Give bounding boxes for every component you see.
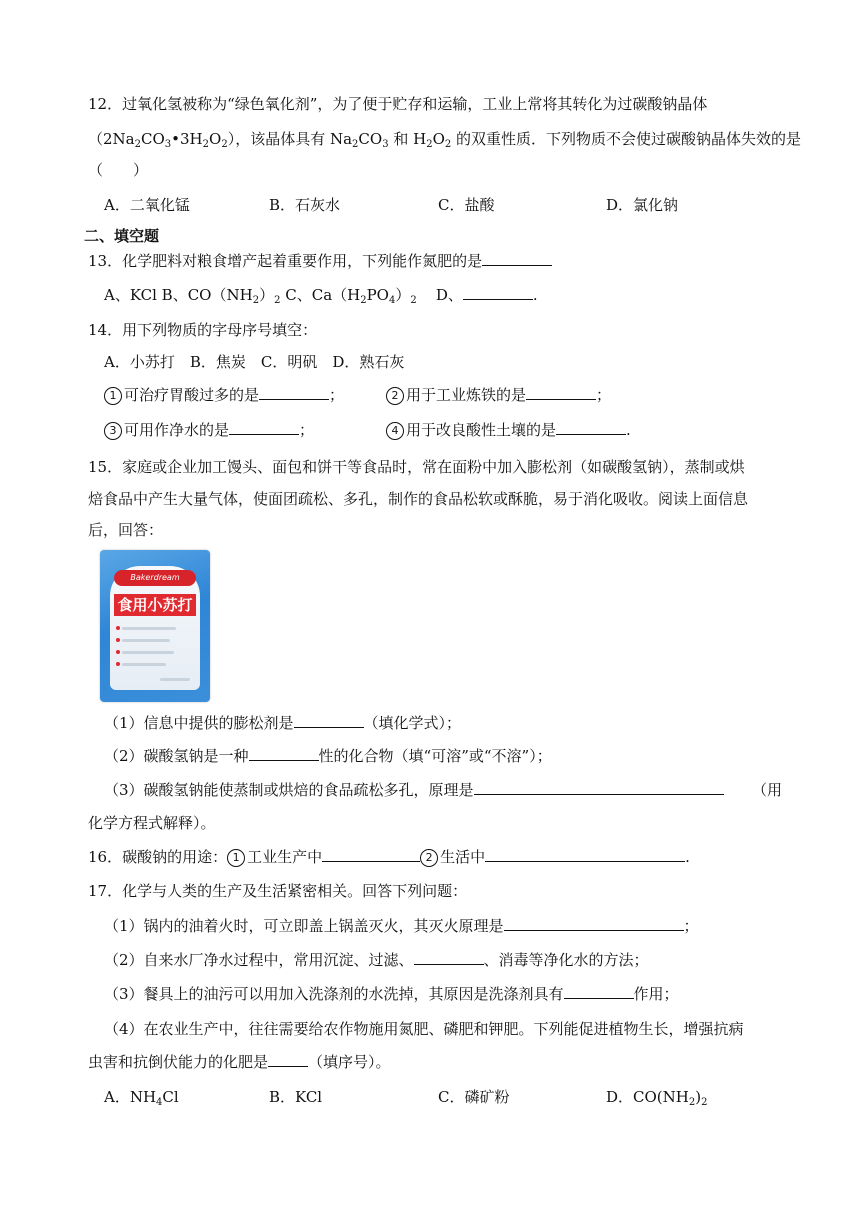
q12-option-d: D．氯化钠	[606, 196, 679, 214]
q15-sub-1	[104, 713, 461, 733]
q15-line-2: 焙食品中产生大量气体，使面团疏松、多孔，制作的食品松软或酥脆，易于消化吸收。阅读上面信息	[88, 490, 749, 508]
circled-number: 1	[227, 849, 245, 867]
q14-text: .	[626, 421, 631, 439]
q17-option-d: D．$CO(NH_2)_2$	[606, 1088, 708, 1108]
q12-text: （2Na	[88, 130, 135, 148]
q12-line-2: $(2Na_2CO_3•3H_2O_2)$，该晶体具有 $Na_2CO_3$ 和 $H_2O_2$ 的双重性质．下列物质不会使过碳酸钠晶体失效的是	[88, 130, 802, 150]
q17-text: Cl	[162, 1088, 179, 1106]
q15-text: 性的化合物（填“可溶”或“不溶”）；	[318, 747, 552, 765]
q17-text: （2）自来水厂净水过程中，常用沉淀、过滤、	[104, 951, 414, 969]
q12-line-1: 12．过氧化氢被称为“绿色氧化剂”，为了便于贮存和运输，工业上常将其转化为过碳酸钠晶体	[88, 95, 708, 113]
q17-sub-4-line-1: （4）在农业生产中，往往需要给农作物施用氮肥、磷肥和钾肥。下列能促进植物生长，增强抗病	[104, 1020, 744, 1038]
q13-text: D、	[435, 286, 463, 304]
bullet-icon	[116, 626, 120, 630]
q15-sub-3	[104, 780, 724, 800]
q13-answer-blank[interactable]	[482, 251, 552, 266]
bullet-icon	[116, 638, 120, 642]
q12-text: ），该晶体具有 Na	[227, 130, 353, 148]
q14-options: A．小苏打 B．焦炭 C．明矾 D．熟石灰	[104, 353, 405, 371]
package-title: 食用小苏打	[114, 594, 196, 616]
q14-blank-1[interactable]	[259, 385, 329, 400]
q17-blank-3[interactable]	[564, 984, 634, 999]
q17-blank-4[interactable]	[268, 1052, 308, 1067]
q12-option-a: A．二氧化锰	[104, 196, 190, 214]
q14-blank-4[interactable]	[556, 420, 626, 435]
q14-text: ；	[596, 386, 612, 404]
circled-number: 4	[386, 422, 404, 440]
q17-text: 虫害和抗倒伏能力的化肥是	[88, 1053, 269, 1071]
q14-item-text: 用于改良酸性土壤的是	[406, 421, 557, 439]
q12-text: CO	[141, 130, 165, 148]
q14-blank-2[interactable]	[526, 385, 596, 400]
q13-stem	[88, 251, 552, 271]
q17-sub-1	[104, 916, 699, 936]
q12-text: O	[432, 130, 445, 148]
q16-text: .	[685, 848, 690, 866]
q13-text: ）	[259, 286, 275, 304]
package-text-line	[122, 627, 176, 630]
package-text-line	[122, 663, 166, 666]
q17-option-b: B．KCl	[269, 1088, 323, 1106]
q15-text: （2）碳酸氢钠是一种	[104, 747, 249, 765]
q14-item-text: 可治疗胃酸过多的是	[124, 386, 260, 404]
q14-text: ；	[299, 421, 315, 439]
q16-blank-2[interactable]	[485, 847, 685, 862]
q15-blank-1[interactable]	[294, 713, 364, 728]
q14-item-2	[386, 385, 611, 405]
q13-text: .	[532, 286, 538, 304]
section-heading: 二、填空题	[84, 227, 160, 245]
package-brand: Bakerdream	[130, 573, 180, 582]
q17-text: )	[695, 1088, 702, 1106]
q13-text: ）	[395, 286, 411, 304]
q15-blank-3[interactable]	[474, 780, 724, 795]
q12-text: 和 H	[388, 130, 427, 148]
q17-sub-3	[104, 984, 679, 1004]
q17-text: 、消毒等净化水的方法；	[483, 951, 649, 969]
q12-option-b: B．石灰水	[269, 196, 341, 214]
q15-text: （3）碳酸氢钠能使蒸制或烘焙的食品疏松多孔，原理是	[104, 781, 474, 799]
q13-text: A、KCl B、CO（NH	[104, 286, 253, 304]
q17-blank-2[interactable]	[414, 950, 484, 965]
q16	[88, 847, 690, 867]
q12-answer-paren: （ ）	[88, 161, 149, 179]
q15-sub-3-line-2: 化学方程式解释）。	[88, 814, 216, 832]
circled-number: 2	[386, 387, 404, 405]
q17-text: 作用；	[633, 985, 679, 1003]
bullet-icon	[116, 650, 120, 654]
circled-number: 3	[104, 422, 122, 440]
q16-text: 16．碳酸钠的用途：	[88, 848, 228, 866]
q14-item-3	[104, 420, 314, 440]
q15-text: （1）信息中提供的膨松剂是	[104, 714, 294, 732]
q17-stem: 17．化学与人类的生产及生活紧密相关。回答下列问题：	[88, 882, 468, 900]
q17-option-a: A．$NH_4Cl$	[104, 1088, 179, 1108]
q12-text: •3H	[171, 130, 203, 148]
q12-text: CO	[358, 130, 383, 148]
q17-blank-1[interactable]	[504, 916, 684, 931]
q12-text: O	[209, 130, 222, 148]
q17-sub-2	[104, 950, 649, 970]
q14-text: ；	[329, 386, 345, 404]
package-text-line	[122, 639, 170, 642]
q14-stem: 14．用下列物质的字母序号填空：	[88, 321, 318, 339]
q17-text: A．NH	[104, 1088, 157, 1106]
q13-options: A、KCl B、$CO(NH_2)_2$ C、$Ca(H_2PO_4)_2$ D、 .	[104, 286, 538, 306]
q14-item-text: 用于工业炼铁的是	[406, 386, 527, 404]
q13-text: PO	[366, 286, 389, 304]
q17-sub-4-line-2	[88, 1052, 391, 1072]
package-brand-banner	[114, 570, 196, 586]
q16-text: 工业生产中	[247, 848, 323, 866]
baking-soda-package-image	[100, 550, 210, 702]
q14-blank-3[interactable]	[229, 420, 299, 435]
package-text-line	[160, 678, 190, 681]
package-text-line	[122, 651, 174, 654]
circled-number: 1	[104, 387, 122, 405]
q17-text: （1）锅内的油着火时，可立即盖上锅盖灭火，其灭火原理是	[104, 917, 504, 935]
q15-text: （填化学式）；	[363, 714, 462, 732]
q12-option-c: C．盐酸	[438, 196, 495, 214]
q13-option-d-blank[interactable]	[463, 285, 533, 300]
q17-text: D．CO(NH	[606, 1088, 689, 1106]
q17-text: （3）餐具上的油污可以用加入洗涤剂的水洗掉，其原因是洗涤剂具有	[104, 985, 564, 1003]
q17-text: ；	[683, 917, 699, 935]
q14-item-text: 可用作净水的是	[124, 421, 230, 439]
q13-text: C、Ca（H	[285, 286, 361, 304]
q15-sub-2	[104, 746, 552, 766]
q17-text: （填序号）。	[308, 1053, 391, 1071]
q12-text: 的双重性质．下列物质不会使过碳酸钠晶体失效的是	[451, 130, 802, 148]
q15-blank-2[interactable]	[249, 746, 319, 761]
q15-sub-3-tail: （用	[752, 781, 783, 799]
q15-line-3: 后，回答：	[88, 521, 164, 539]
q17-option-c: C．磷矿粉	[438, 1088, 510, 1106]
q14-item-4	[386, 420, 631, 440]
q15-line-1: 15．家庭或企业加工馒头、面包和饼干等食品时，常在面粉中加入膨松剂（如碳酸氢钠），蒸制或烘	[88, 458, 745, 476]
q16-text: 生活中	[440, 848, 486, 866]
q16-blank-1[interactable]	[322, 847, 420, 862]
q13-stem-text: 13．化学肥料对粮食增产起着重要作用，下列能作氮肥的是	[88, 252, 483, 270]
q14-item-1	[104, 385, 344, 405]
circled-number: 2	[420, 849, 438, 867]
bullet-icon	[116, 662, 120, 666]
